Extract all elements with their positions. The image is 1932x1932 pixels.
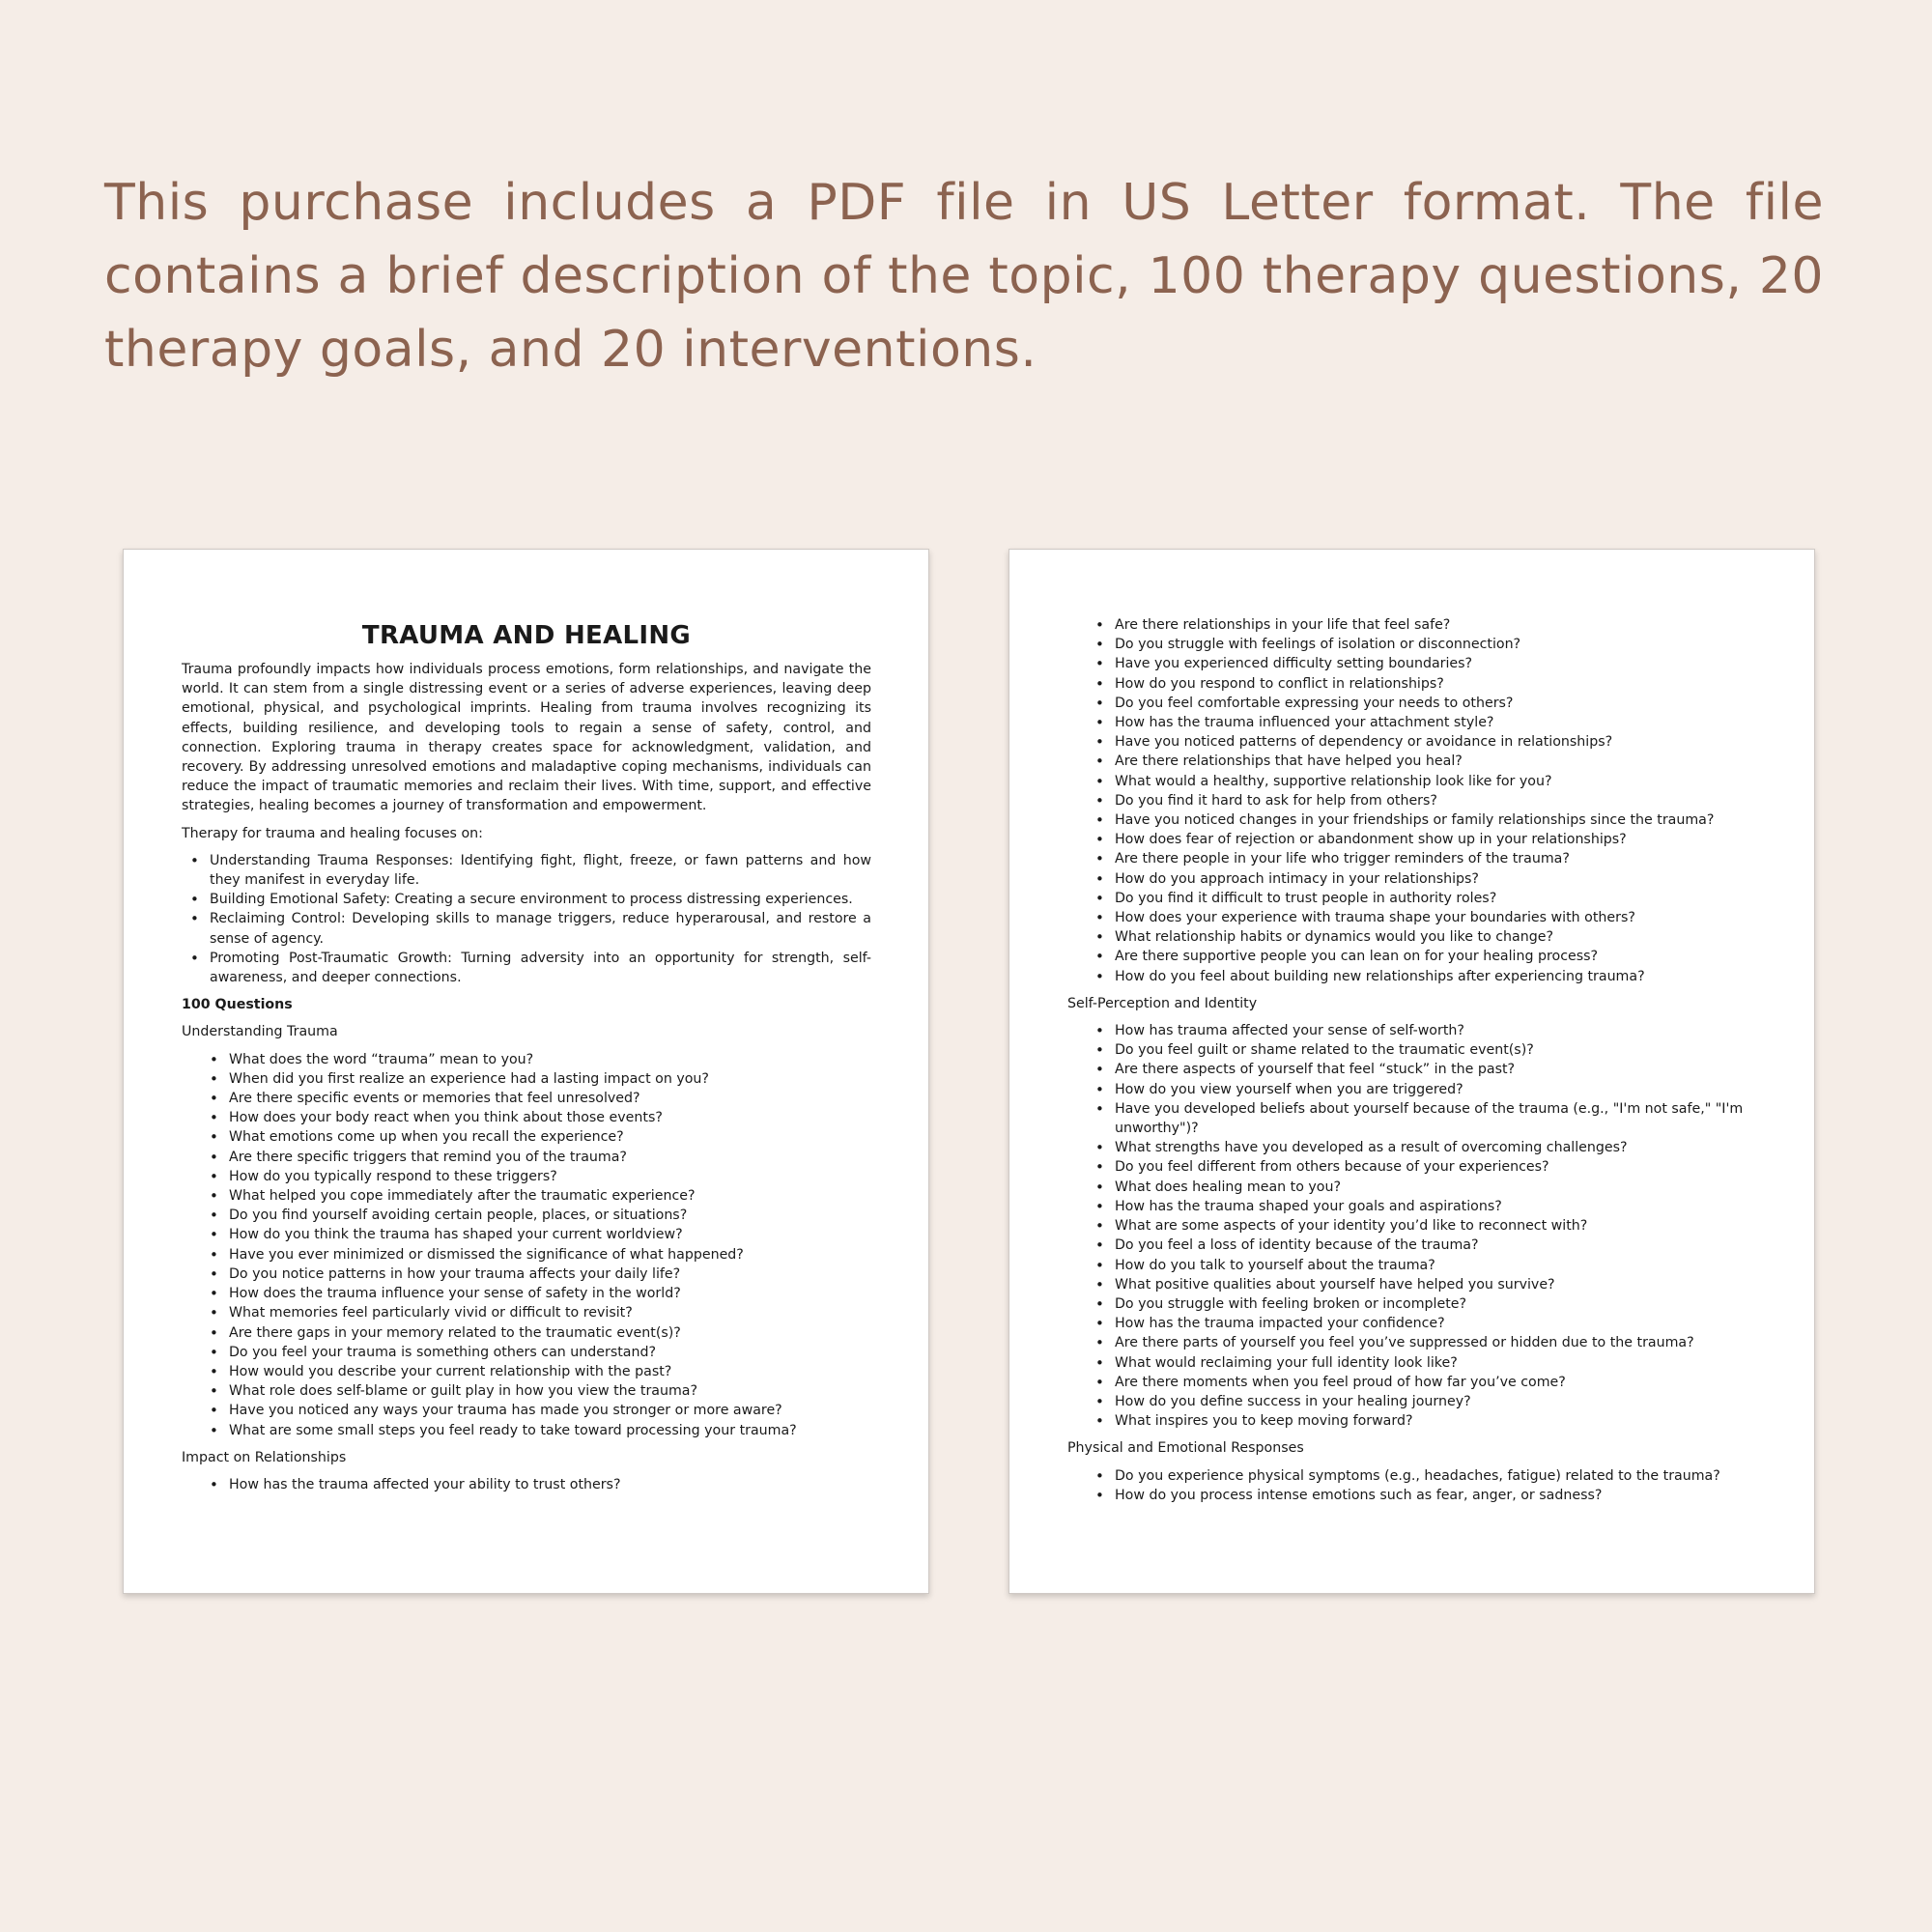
physical-emotional-list [1067, 1466, 1757, 1505]
list-item: • What role does self-blame or guilt play in how you view the trauma? [229, 1381, 871, 1401]
focus-list [182, 851, 871, 987]
questions-heading: 100 Questions [182, 997, 293, 1013]
list-item: • What would a healthy, supportive relationship look like for you? [1115, 772, 1757, 791]
list-item: • How do you think the trauma has shaped your current worldview? [229, 1225, 871, 1244]
list-item: • How does the trauma influence your sense of safety in the world? [229, 1284, 871, 1303]
self-perception-list [1067, 1021, 1757, 1431]
list-item: • How do you view yourself when you are triggered? [1115, 1080, 1757, 1099]
list-item: • Have you experienced difficulty setting boundaries? [1115, 654, 1757, 673]
list-item: • When did you first realize an experience had a lasting impact on you? [229, 1069, 871, 1089]
list-item: • How would you describe your current relationship with the past? [229, 1362, 871, 1381]
list-item: • Are there parts of yourself you feel you’ve suppressed or hidden due to the trauma? [1115, 1333, 1757, 1352]
list-item: • What positive qualities about yourself have helped you survive? [1115, 1275, 1757, 1294]
list-item: • How does fear of rejection or abandonment show up in your relationships? [1115, 830, 1757, 849]
list-item: • How has the trauma affected your ability to trust others? [229, 1475, 871, 1494]
section-heading-impact-on-relationships: Impact on Relationships [182, 1449, 347, 1465]
list-item: • Are there moments when you feel proud of how far you’ve come? [1115, 1373, 1757, 1392]
list-item: • Understanding Trauma Responses: Identifying fight, flight, freeze, or fawn patterns and how they manifest in everyday life. [210, 851, 871, 890]
list-item: • Are there relationships that have helped you heal? [1115, 752, 1757, 771]
impact-on-relationships-list [182, 1475, 871, 1494]
list-item: • What are some aspects of your identity you’d like to reconnect with? [1115, 1216, 1757, 1236]
list-item: • Have you noticed any ways your trauma has made you stronger or more aware? [229, 1401, 871, 1420]
list-item: • What inspires you to keep moving forward? [1115, 1411, 1757, 1431]
list-item: • How do you approach intimacy in your relationships? [1115, 869, 1757, 889]
list-item: • How has the trauma influenced your attachment style? [1115, 713, 1757, 732]
list-item: • Are there gaps in your memory related to the traumatic event(s)? [229, 1323, 871, 1343]
list-item: • What memories feel particularly vivid or difficult to revisit? [229, 1303, 871, 1322]
list-item: • Are there supportive people you can lean on for your healing process? [1115, 947, 1757, 966]
list-item: • Are there specific events or memories that feel unresolved? [229, 1089, 871, 1108]
list-item: • Do you notice patterns in how your trauma affects your daily life? [229, 1264, 871, 1284]
list-item: • How do you talk to yourself about the trauma? [1115, 1256, 1757, 1275]
list-item: • Do you feel guilt or shame related to the traumatic event(s)? [1115, 1040, 1757, 1060]
list-item: • Do you find it hard to ask for help from others? [1115, 791, 1757, 810]
list-item: • What does the word “trauma” mean to you? [229, 1050, 871, 1069]
section-heading-self-perception: Self-Perception and Identity [1067, 995, 1258, 1011]
list-item: • Promoting Post-Traumatic Growth: Turning adversity into an opportunity for strength, self-awareness, and deeper connections. [210, 949, 871, 987]
list-item: • Building Emotional Safety: Creating a secure environment to process distressing experiences. [210, 890, 871, 909]
list-item: • Do you experience physical symptoms (e.g., headaches, fatigue) related to the trauma? [1115, 1466, 1757, 1486]
list-item: • What would reclaiming your full identity look like? [1115, 1353, 1757, 1373]
list-item: • Do you feel comfortable expressing your needs to others? [1115, 694, 1757, 713]
list-item: • What helped you cope immediately after the traumatic experience? [229, 1186, 871, 1206]
focus-intro: Therapy for trauma and healing focuses on: [182, 825, 483, 841]
list-item: • Do you struggle with feelings of isolation or disconnection? [1115, 635, 1757, 654]
list-item: • Have you noticed changes in your friendships or family relationships since the trauma? [1115, 810, 1757, 830]
list-item: • Have you developed beliefs about yourself because of the trauma (e.g., "I'm not safe," "I'm unworthy")? [1115, 1099, 1757, 1138]
list-item: • How does your experience with trauma shape your boundaries with others? [1115, 908, 1757, 927]
section-heading-physical-emotional: Physical and Emotional Responses [1067, 1440, 1304, 1457]
document-title: TRAUMA AND HEALING [361, 621, 692, 650]
document-page-2 [1009, 549, 1815, 1594]
list-item: • Reclaiming Control: Developing skills to manage triggers, reduce hyperarousal, and restore a sense of agency. [210, 909, 871, 948]
understanding-trauma-list [182, 1050, 871, 1440]
list-item: • Do you find yourself avoiding certain people, places, or situations? [229, 1206, 871, 1225]
list-item: • What are some small steps you feel ready to take toward processing your trauma? [229, 1421, 871, 1440]
list-item: • How has trauma affected your sense of self-worth? [1115, 1021, 1757, 1040]
section-heading-understanding-trauma: Understanding Trauma [182, 1024, 338, 1040]
page-2-content [1067, 615, 1757, 1513]
list-item: • Are there specific triggers that remind you of the trauma? [229, 1148, 871, 1167]
list-item: • Do you feel different from others because of your experiences? [1115, 1157, 1757, 1177]
list-item: • Do you feel your trauma is something others can understand? [229, 1343, 871, 1362]
list-item: • What emotions come up when you recall the experience? [229, 1127, 871, 1147]
list-item: • How does your body react when you think about those events? [229, 1108, 871, 1127]
page-1-content [182, 619, 871, 1502]
list-item: • What relationship habits or dynamics would you like to change? [1115, 927, 1757, 947]
list-item: • Have you ever minimized or dismissed the significance of what happened? [229, 1245, 871, 1264]
list-item: • Are there people in your life who trigger reminders of the trauma? [1115, 849, 1757, 868]
relationships-continued-list [1067, 615, 1757, 986]
product-description: This purchase includes a PDF file in US Letter format. The file contains a brief description of the topic, 100 therapy questions, 20 therapy goals, and 20 interventions. [104, 174, 1824, 379]
intro-paragraph: Trauma profoundly impacts how individuals process emotions, form relationships, and navigate the world. It can stem from a single distressing event or a series of adverse experiences, leaving deep emotional, physical, and psychological imprints. Healing from trauma involves recognizing its effects, building resilience, and developing tools to regain a sense of safety, control, and connection. Exploring trauma in therapy creates space for acknowledgment, validation, and recovery. By addressing unresolved emotions and maladaptive coping mechanisms, individuals can reduce the impact of traumatic memories and reclaim their lives. With time, support, and effective strategies, healing becomes a journey of transformation and empowerment. [182, 662, 871, 814]
list-item: • What strengths have you developed as a result of overcoming challenges? [1115, 1138, 1757, 1157]
list-item: • How do you feel about building new relationships after experiencing trauma? [1115, 967, 1757, 986]
list-item: • How do you define success in your healing journey? [1115, 1392, 1757, 1411]
list-item: • How has the trauma shaped your goals and aspirations? [1115, 1197, 1757, 1216]
list-item: • How has the trauma impacted your confidence? [1115, 1314, 1757, 1333]
list-item: • Are there relationships in your life that feel safe? [1115, 615, 1757, 635]
list-item: • How do you respond to conflict in relationships? [1115, 674, 1757, 694]
list-item: • Are there aspects of yourself that feel “stuck” in the past? [1115, 1060, 1757, 1079]
list-item: • Do you feel a loss of identity because of the trauma? [1115, 1236, 1757, 1255]
list-item: • What does healing mean to you? [1115, 1178, 1757, 1197]
list-item: • How do you typically respond to these triggers? [229, 1167, 871, 1186]
list-item: • How do you process intense emotions such as fear, anger, or sadness? [1115, 1486, 1757, 1505]
document-page-1 [123, 549, 929, 1594]
list-item: • Do you find it difficult to trust people in authority roles? [1115, 889, 1757, 908]
list-item: • Do you struggle with feeling broken or incomplete? [1115, 1294, 1757, 1314]
list-item: • Have you noticed patterns of dependency or avoidance in relationships? [1115, 732, 1757, 752]
